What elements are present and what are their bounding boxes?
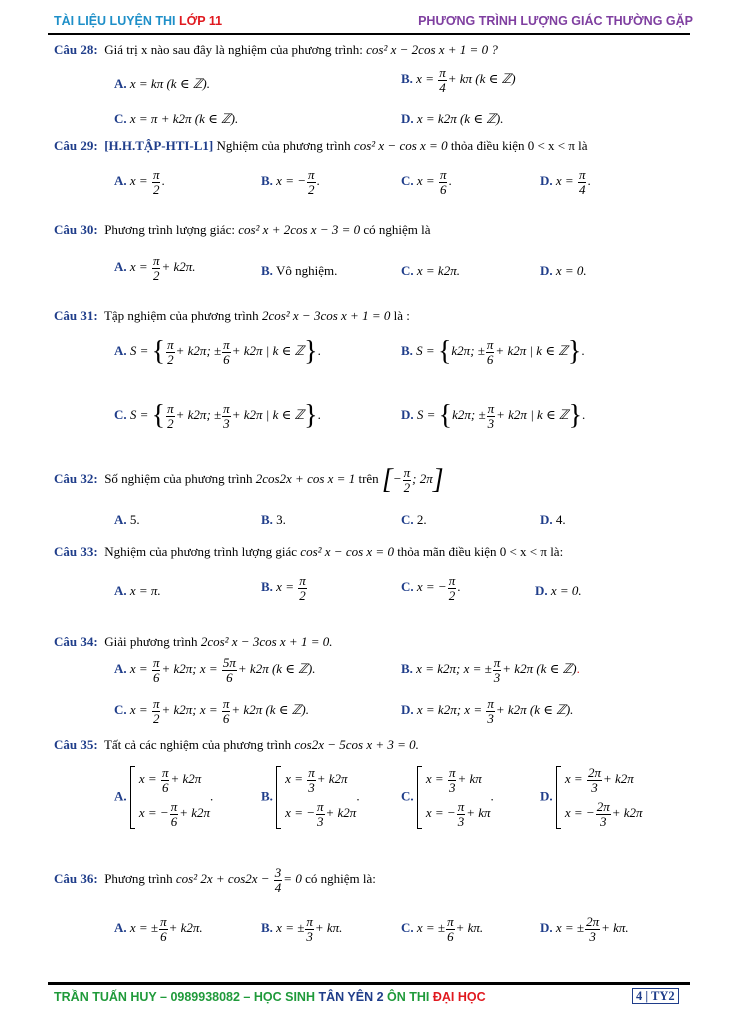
header-grade: LỚP 11 [179,14,223,28]
question-33: Câu 33: Nghiệm của phương trình lượng giác cos² x − cos x = 0 thỏa mãn điều kiện 0 < x < π là: [54,544,564,559]
q29-option-d[interactable]: D. x = $\frac{\pi}{4}$ . [540,167,591,197]
q30-option-a[interactable]: A. x = $\frac{\pi}{2}$ + k2π. [114,253,196,283]
q34-option-a[interactable]: A. x = $\frac{\pi}{6}$ + k2π; x = $\frac{5\pi}{6}$ + k2π (k ∈ ℤ). [114,655,316,685]
q35-option-c[interactable]: C. x = $\frac{\pi}{3}$ + kπ x = − $\frac{\pi}{3}$ + kπ . [401,765,494,829]
q31-option-d[interactable]: D. S = {k2π; ± $\frac{\pi}{3}$ + k2π | k ∈ ℤ}. [401,400,586,432]
footer-author: TRẦN TUẤN HUY – 0989938082 – HỌC SINH TÂN YÊN 2 ÔN THI ĐẠI HỌC [54,990,486,1004]
header-topic: PHƯƠNG TRÌNH LƯỢNG GIÁC THƯỜNG GẶP [418,14,693,28]
question-32: Câu 32: Số nghiệm của phương trình 2cos2x + cos x = 1 trên [− $\frac{\pi}{2}$ ; 2π] [54,464,444,496]
header-rule [48,33,690,35]
q28-option-b[interactable]: B. x = $\frac{\pi}{4}$ + kπ (k ∈ ℤ) [401,65,516,95]
q36-option-d[interactable]: D. x = ± $\frac{2\pi}{3}$ + kπ. [540,914,629,944]
header-title [54,14,222,28]
q29-source-tag: [H.H.TẬP-HTI-L1] [104,138,214,153]
q32-option-d[interactable]: D. 4. [540,512,566,527]
q32-option-a[interactable]: A. 5. [114,512,140,527]
q36-option-c[interactable]: C. x = ± $\frac{\pi}{6}$ + kπ. [401,914,484,944]
page-number: 4 | TY2 [632,989,679,1004]
question-28: Câu 28: Giá trị x nào sau đây là nghiệm của phương trình: cos² x − 2cos x + 1 = 0 ? [54,42,498,57]
q32-interval: [− $\frac{\pi}{2}$ ; 2π] [381,464,444,496]
q30-option-c[interactable]: C. x = k2π. [401,263,460,278]
q33-option-a[interactable]: A. x = π. [114,583,161,598]
question-36: Câu 36: Phương trình cos² 2x + cos2x − $\frac{3}{4}$ = 0 có nghiệm là: [54,865,376,895]
q31-option-a[interactable]: A. S = { $\frac{\pi}{2}$ + k2π; ± $\frac{\pi}{6}$ + k2π | k ∈ ℤ}. [114,336,321,368]
q28-option-c[interactable]: C. x = π + k2π (k ∈ ℤ). [114,111,239,126]
q32-option-c[interactable]: C. 2. [401,512,427,527]
q35-option-d[interactable]: D. x = $\frac{2\pi}{3}$ + k2π x = − $\frac{2\pi}{3}$ + k2π [540,765,643,829]
q28-equation: cos² x − 2cos x + 1 = 0 ? [366,42,498,57]
question-29: Câu 29: [H.H.TẬP-HTI-L1] Nghiệm của phương trình cos² x − cos x = 0 thỏa điều kiện 0 < x < π là [54,138,588,153]
footer-rule [48,982,690,985]
q28-option-a[interactable]: A. x = kπ (k ∈ ℤ). [114,76,210,91]
q34-option-c[interactable]: C. x = $\frac{\pi}{2}$ + k2π; x = $\frac{\pi}{6}$ + k2π (k ∈ ℤ). [114,696,309,726]
question-35: Câu 35: Tất cả các nghiệm của phương trình cos2x − 5cos x + 3 = 0. [54,737,419,752]
q29-option-b[interactable]: B. x = − $\frac{\pi}{2}$ . [261,167,320,197]
q29-option-a[interactable]: A. x = $\frac{\pi}{2}$ . [114,167,165,197]
q33-option-c[interactable]: C. x = − $\frac{\pi}{2}$ . [401,573,461,603]
q31-option-c[interactable]: C. S = { $\frac{\pi}{2}$ + k2π; ± $\frac{\pi}{3}$ + k2π | k ∈ ℤ}. [114,400,321,432]
question-31: Câu 31: Tập nghiệm của phương trình 2cos² x − 3cos x + 1 = 0 là : [54,308,410,323]
q29-option-c[interactable]: C. x = $\frac{\pi}{6}$ . [401,167,452,197]
q35-option-a[interactable]: A. x = $\frac{\pi}{6}$ + k2π x = − $\frac{\pi}{6}$ + k2π . [114,765,214,829]
q28-option-d[interactable]: D. x = k2π (k ∈ ℤ). [401,111,504,126]
q36-option-b[interactable]: B. x = ± $\frac{\pi}{3}$ + kπ. [261,914,343,944]
header-doc-type: TÀI LIỆU LUYỆN THI [54,14,179,28]
q30-option-b[interactable]: B. Vô nghiệm. [261,263,338,278]
q34-option-d[interactable]: D. x = k2π; x = $\frac{\pi}{3}$ + k2π (k ∈ ℤ). [401,696,574,726]
question-30: Câu 30: Phương trình lượng giác: cos² x + 2cos x − 3 = 0 có nghiệm là [54,222,431,237]
q33-option-b[interactable]: B. x = $\frac{\pi}{2}$ [261,573,306,603]
q32-option-b[interactable]: B. 3. [261,512,286,527]
q36-option-a[interactable]: A. x = ± $\frac{\pi}{6}$ + k2π. [114,914,203,944]
question-34: Câu 34: Giải phương trình 2cos² x − 3cos x + 1 = 0. [54,634,333,649]
q35-option-b[interactable]: B. x = $\frac{\pi}{3}$ + k2π x = − $\frac{\pi}{3}$ + k2π . [261,765,360,829]
q33-option-d[interactable]: D. x = 0. [535,583,582,598]
q30-option-d[interactable]: D. x = 0. [540,263,587,278]
q34-option-b[interactable]: B. x = k2π; x = ± $\frac{\pi}{3}$ + k2π (k ∈ ℤ). [401,655,580,685]
q31-option-b[interactable]: B. S = {k2π; ± $\frac{\pi}{6}$ + k2π | k ∈ ℤ}. [401,336,585,368]
